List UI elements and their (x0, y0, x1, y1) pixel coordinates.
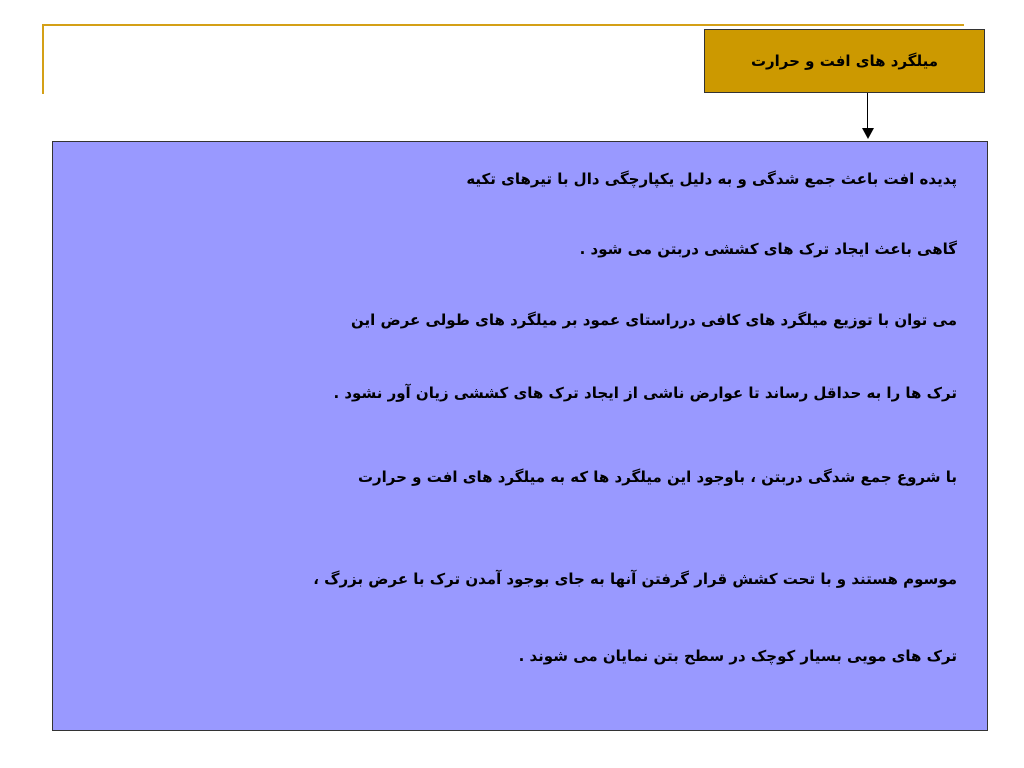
body-line-7: ترک های مویی بسیار کوچک در سطح بتن نمایان می شوند . (518, 647, 957, 665)
body-line-6: موسوم هستند و با تحت کشش قرار گرفتن آنها به جای بوجود آمدن ترک با عرض بزرگ ، (313, 570, 957, 588)
body-line-4: ترک ها را به حداقل رساند تا عوارض ناشی از ایجاد ترک های کششی زیان آور نشود . (333, 384, 957, 402)
slide-title: میلگرد های افت و حرارت (750, 52, 939, 70)
title-box (704, 29, 985, 93)
arrow-down-icon (862, 128, 874, 139)
connector-arrow (867, 93, 868, 131)
header-rule (42, 24, 964, 26)
body-line-3: می توان با توزیع میلگرد های کافی درراستای عمود بر میلگرد های طولی عرض این (351, 311, 957, 329)
body-line-5: با شروع جمع شدگی دربتن ، باوجود این میلگرد ها که به میلگرد های افت و حرارت (357, 468, 957, 486)
body-line-1: پدیده افت باعث جمع شدگی و به دلیل یکپارچگی دال با تیرهای تکیه (466, 170, 957, 188)
body-line-2: گاهی باعث ایجاد ترک های کششی دربتن می شود . (579, 240, 957, 258)
header-left-rule (42, 24, 44, 94)
content-box (52, 141, 988, 731)
